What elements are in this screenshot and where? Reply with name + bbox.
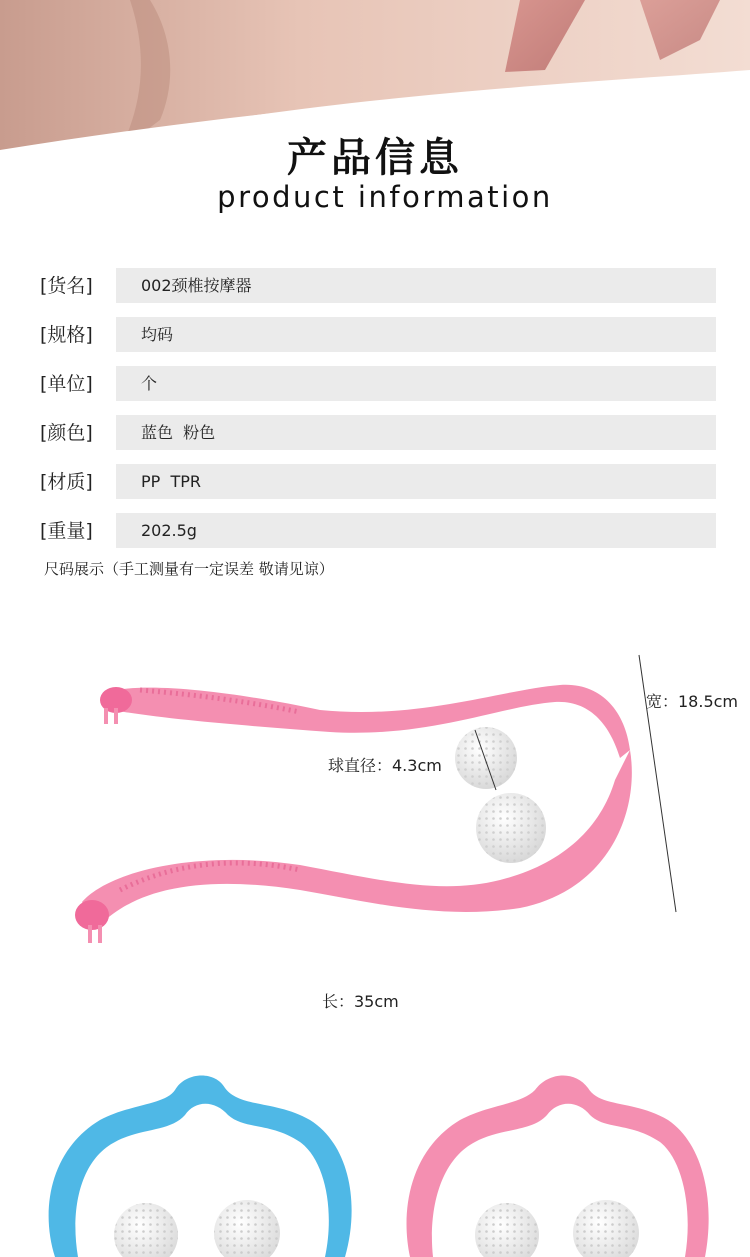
spec-label: [颜色] bbox=[40, 422, 93, 444]
spec-row-weight bbox=[36, 513, 716, 548]
size-note: 尺码展示（手工测量有一定误差 敬请见谅） bbox=[44, 560, 334, 578]
spec-value: 均码 bbox=[116, 317, 716, 352]
spec-row-color bbox=[36, 415, 716, 450]
spec-value: 蓝色 粉色 bbox=[116, 415, 716, 450]
section-title-en: product information bbox=[217, 180, 553, 214]
dimension-length-label: 长：35cm bbox=[322, 992, 399, 1011]
spec-row-size bbox=[36, 317, 716, 352]
spec-value: PP TPR bbox=[116, 464, 716, 499]
product-image-pink-massager bbox=[0, 640, 750, 970]
spec-value: 002颈椎按摩器 bbox=[116, 268, 716, 303]
spec-label: [规格] bbox=[40, 324, 93, 346]
spec-label: [重量] bbox=[40, 520, 93, 542]
spec-label: [材质] bbox=[40, 471, 93, 493]
spec-table bbox=[36, 268, 716, 562]
spec-label: [单位] bbox=[40, 373, 93, 395]
dimension-width-label: 宽：18.5cm bbox=[646, 692, 739, 711]
blue-massager-icon bbox=[49, 1075, 352, 1257]
section-title-cn: 产品信息 bbox=[287, 135, 463, 181]
spec-row-material bbox=[36, 464, 716, 499]
spec-label: [货名] bbox=[40, 275, 93, 297]
spec-value: 202.5g bbox=[116, 513, 716, 548]
spec-value: 个 bbox=[116, 366, 716, 401]
color-variants-image bbox=[0, 1060, 750, 1257]
spec-row-name bbox=[36, 268, 716, 303]
dimension-ball-label: 球直径：4.3cm bbox=[328, 756, 442, 775]
spec-row-unit bbox=[36, 366, 716, 401]
pink-massager-icon bbox=[407, 1075, 709, 1257]
